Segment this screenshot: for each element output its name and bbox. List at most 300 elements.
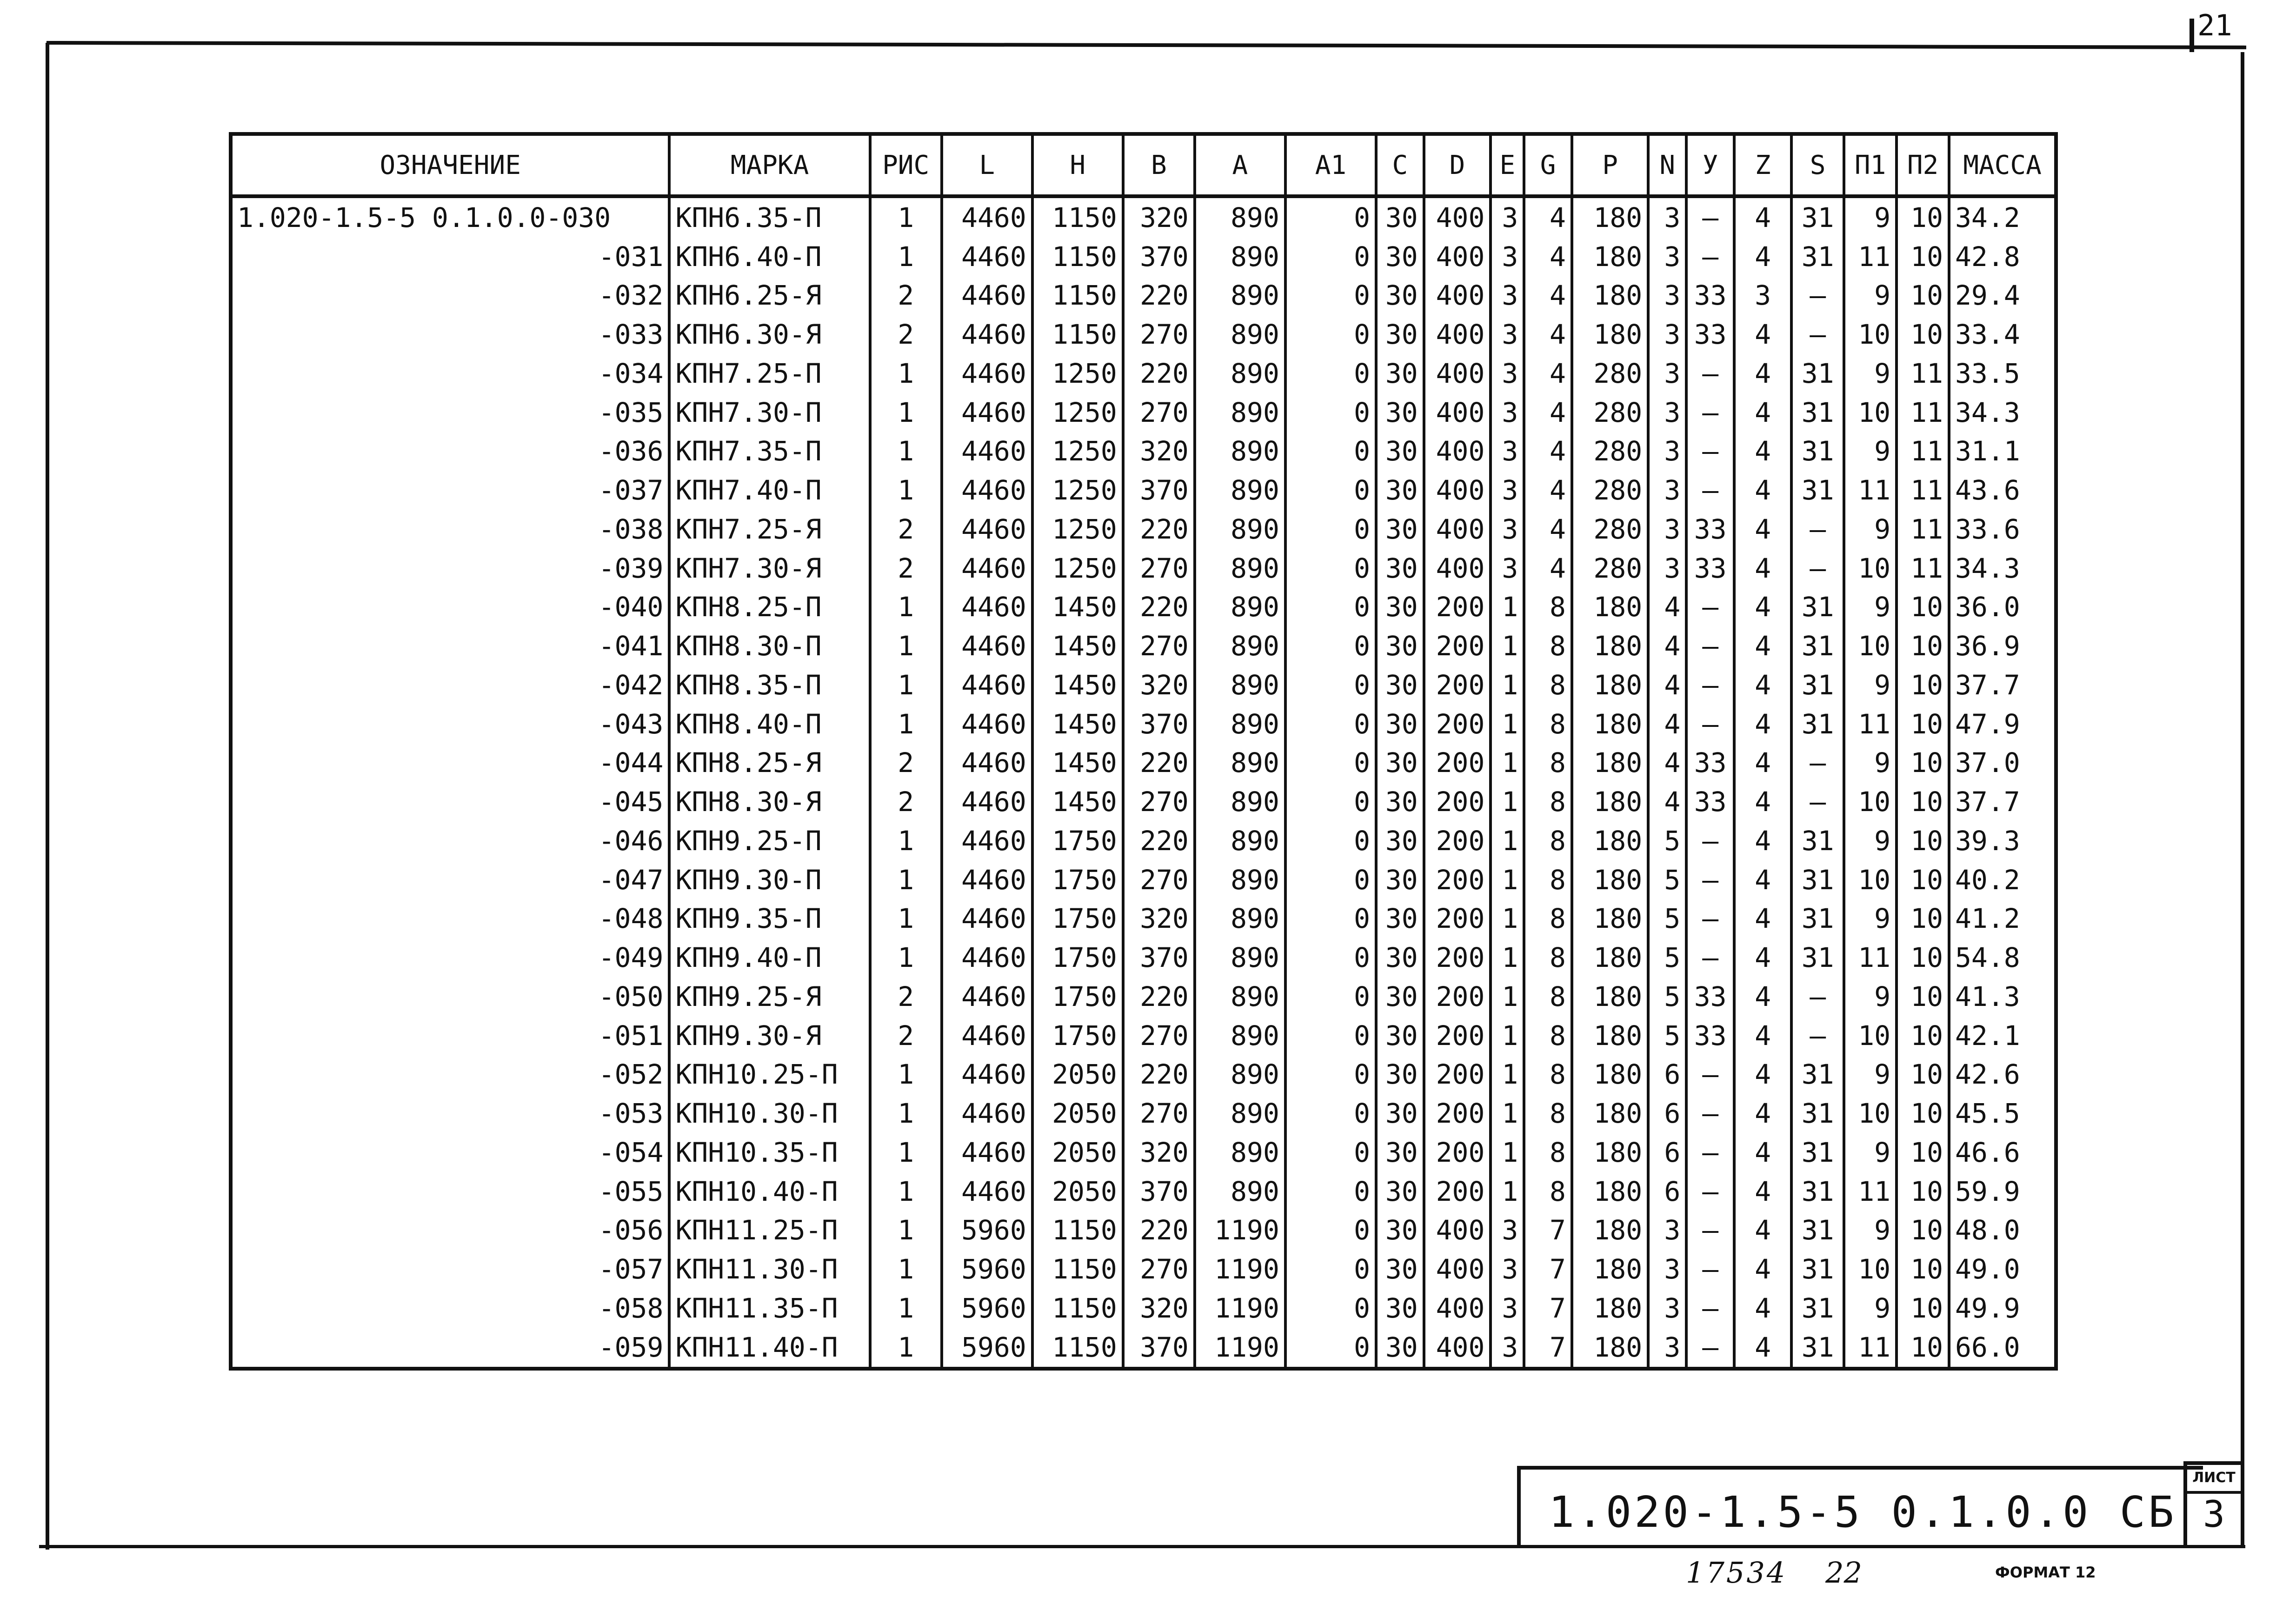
table-cell: КПН8.30-Я [669, 782, 870, 821]
table-cell: 66.0 [1949, 1328, 2054, 1367]
table-cell: 4 [1734, 510, 1791, 549]
table-cell: 1 [870, 1250, 942, 1289]
table-cell: 0 [1285, 782, 1376, 821]
table-cell: 180 [1572, 1211, 1648, 1250]
table-cell: 4 [1524, 432, 1572, 471]
table-cell: 400 [1424, 432, 1491, 471]
table-cell: 270 [1123, 860, 1195, 899]
table-cell: 4 [1734, 393, 1791, 432]
table-cell: 270 [1123, 1250, 1195, 1289]
table-cell: 33 [1686, 315, 1734, 354]
table-cell: 47.9 [1949, 705, 2054, 744]
table-cell: 36.0 [1949, 588, 2054, 627]
table-cell: 0 [1285, 705, 1376, 744]
table-cell: КПН9.25-П [669, 821, 870, 860]
table-cell: 11 [1897, 432, 1949, 471]
table-cell: 7 [1524, 1250, 1572, 1289]
table-cell: 1 [1491, 1055, 1524, 1094]
table-cell: 4460 [942, 938, 1032, 977]
table-cell: 4 [1734, 588, 1791, 627]
table-cell: 890 [1195, 1172, 1285, 1211]
table-cell: 10 [1897, 626, 1949, 666]
table-cell: – [1686, 1133, 1734, 1172]
table-cell: – [1686, 354, 1734, 393]
table-cell: – [1686, 1250, 1734, 1289]
table-cell: 4460 [942, 626, 1032, 666]
table-cell: 5 [1648, 899, 1686, 938]
table-cell: 1 [1491, 821, 1524, 860]
table-cell: -051 [598, 1019, 664, 1052]
table-cell: 180 [1572, 196, 1648, 237]
column-header: C [1376, 136, 1424, 196]
table-cell: 4 [1734, 1328, 1791, 1367]
table-cell: 180 [1572, 899, 1648, 938]
table-cell: 1 [870, 432, 942, 471]
table-cell: 1190 [1195, 1328, 1285, 1367]
table-cell: 4 [1734, 471, 1791, 510]
table-cell: 1 [1491, 977, 1524, 1016]
table-cell: 4460 [942, 705, 1032, 744]
table-cell: 8 [1524, 666, 1572, 705]
table-cell: 42.8 [1949, 237, 2054, 276]
table-row [233, 315, 2054, 354]
table-cell: 33 [1686, 510, 1734, 549]
table-cell: 6 [1648, 1133, 1686, 1172]
table-cell: 200 [1424, 860, 1491, 899]
table-cell: 30 [1376, 393, 1424, 432]
table-cell: 1 [870, 626, 942, 666]
table-cell: 0 [1285, 1250, 1376, 1289]
table-cell: 220 [1123, 1211, 1195, 1250]
table-cell: -050 [598, 980, 664, 1012]
table-cell: 890 [1195, 666, 1285, 705]
table-cell: 4 [1734, 1055, 1791, 1094]
table-cell: 10 [1844, 393, 1897, 432]
table-cell: 220 [1123, 977, 1195, 1016]
table-cell: 400 [1424, 237, 1491, 276]
table-cell: -048 [598, 903, 664, 935]
table-cell: 11 [1844, 1172, 1897, 1211]
table-cell: 180 [1572, 1016, 1648, 1055]
table-cell: 11 [1844, 938, 1897, 977]
table-cell: 3 [1648, 510, 1686, 549]
table-cell: 30 [1376, 354, 1424, 393]
table-cell: -055 [598, 1175, 664, 1207]
table-cell: 400 [1424, 1289, 1491, 1328]
table-cell: 3 [1648, 1328, 1686, 1367]
column-header: A1 [1285, 136, 1376, 196]
table-cell: 30 [1376, 626, 1424, 666]
table-cell: 180 [1572, 977, 1648, 1016]
table-cell: 30 [1376, 1289, 1424, 1328]
table-cell: КПН7.30-Я [669, 549, 870, 588]
table-cell: 10 [1844, 315, 1897, 354]
table-cell: 0 [1285, 1172, 1376, 1211]
table-cell: 1 [870, 237, 942, 276]
table-cell: 4 [1524, 276, 1572, 315]
table-cell: – [1686, 1328, 1734, 1367]
column-header: П1 [1844, 136, 1897, 196]
table-cell: 200 [1424, 938, 1491, 977]
table-cell: 200 [1424, 744, 1491, 783]
table-cell: 2 [870, 977, 942, 1016]
table-cell: – [1791, 977, 1844, 1016]
table-cell: 30 [1376, 744, 1424, 783]
table-cell: 4 [1734, 938, 1791, 977]
table-cell: – [1686, 432, 1734, 471]
table-cell: 0 [1285, 549, 1376, 588]
table-cell: 180 [1572, 938, 1648, 977]
table-cell: 320 [1123, 1289, 1195, 1328]
table-cell: 4460 [942, 1172, 1032, 1211]
table-cell: 1 [870, 354, 942, 393]
table-cell: 200 [1424, 626, 1491, 666]
table-cell: – [1791, 276, 1844, 315]
table-cell: 8 [1524, 626, 1572, 666]
table-cell: – [1791, 744, 1844, 783]
table-cell: 10 [1897, 1211, 1949, 1250]
table-cell: 4 [1524, 354, 1572, 393]
table-cell: 49.0 [1949, 1250, 2054, 1289]
table-cell: 1 [870, 196, 942, 237]
table-cell: 30 [1376, 1172, 1424, 1211]
table-cell: 8 [1524, 1016, 1572, 1055]
table-cell: 890 [1195, 196, 1285, 237]
table-cell: 4460 [942, 899, 1032, 938]
table-header-row [233, 136, 2054, 196]
table-cell: 42.6 [1949, 1055, 2054, 1094]
table-cell: 5 [1648, 1016, 1686, 1055]
table-cell: 42.1 [1949, 1016, 2054, 1055]
table-cell: 270 [1123, 626, 1195, 666]
table-cell: 3 [1648, 393, 1686, 432]
table-cell: 200 [1424, 1172, 1491, 1211]
table-cell: 890 [1195, 354, 1285, 393]
column-header: РИС [870, 136, 942, 196]
table-cell: 4 [1734, 1289, 1791, 1328]
table-cell: 4 [1648, 744, 1686, 783]
table-cell: 31 [1791, 237, 1844, 276]
table-cell: 8 [1524, 977, 1572, 1016]
table-row [233, 782, 2054, 821]
table-cell: 0 [1285, 510, 1376, 549]
table-cell: 890 [1195, 549, 1285, 588]
table-cell: 1750 [1032, 860, 1123, 899]
table-cell: 0 [1285, 471, 1376, 510]
table-cell: -054 [598, 1136, 664, 1168]
table-cell: 0 [1285, 1094, 1376, 1133]
table-cell: 0 [1285, 196, 1376, 237]
table-cell: 33.5 [1949, 354, 2054, 393]
table-cell: 8 [1524, 821, 1572, 860]
table-cell: – [1791, 549, 1844, 588]
table-cell: 31 [1791, 899, 1844, 938]
table-cell: 0 [1285, 354, 1376, 393]
table-cell: 1 [1491, 588, 1524, 627]
table-cell: 0 [1285, 276, 1376, 315]
table-cell: – [1686, 899, 1734, 938]
table-cell: КПН9.25-Я [669, 977, 870, 1016]
table-cell: КПН9.30-Я [669, 1016, 870, 1055]
table-cell: КПН7.25-П [669, 354, 870, 393]
table-cell: -058 [598, 1292, 664, 1324]
table-cell: 3 [1648, 1250, 1686, 1289]
table-cell: 48.0 [1949, 1211, 2054, 1250]
table-cell: 180 [1572, 1133, 1648, 1172]
column-header: L [942, 136, 1032, 196]
table-cell: 4 [1648, 626, 1686, 666]
table-cell: – [1686, 705, 1734, 744]
table-cell: 1190 [1195, 1289, 1285, 1328]
table-cell: 10 [1897, 1055, 1949, 1094]
table-cell: 280 [1572, 471, 1648, 510]
table-cell: 2 [870, 782, 942, 821]
table-cell: 30 [1376, 237, 1424, 276]
table-cell: 3 [1648, 1289, 1686, 1328]
table-cell: 1 [870, 666, 942, 705]
table-cell: 4 [1734, 782, 1791, 821]
table-cell: -045 [598, 786, 664, 818]
table-cell: 30 [1376, 1328, 1424, 1367]
table-cell: 2050 [1032, 1133, 1123, 1172]
table-cell: КПН7.25-Я [669, 510, 870, 549]
table-cell: 10 [1897, 977, 1949, 1016]
table-cell: 890 [1195, 821, 1285, 860]
table-cell: 4 [1648, 782, 1686, 821]
table-cell: 4 [1734, 977, 1791, 1016]
table-cell: 180 [1572, 1055, 1648, 1094]
table-cell: -056 [598, 1214, 664, 1246]
table-cell: 10 [1844, 626, 1897, 666]
table-cell: -032 [598, 280, 664, 312]
table-cell: 31 [1791, 1211, 1844, 1250]
table-cell: 1 [870, 1172, 942, 1211]
table-cell: 40.2 [1949, 860, 2054, 899]
frame-left-line [46, 43, 49, 1550]
table-cell: 3 [1491, 393, 1524, 432]
table-cell: 9 [1844, 744, 1897, 783]
table-cell: 400 [1424, 1328, 1491, 1367]
table-cell: 5960 [942, 1211, 1032, 1250]
document-code: 1.020-1.5-5 0.1.0.0 СБ [1549, 1487, 2177, 1537]
table-cell: 180 [1572, 744, 1648, 783]
table-cell: 4460 [942, 354, 1032, 393]
table-cell: -039 [598, 552, 664, 584]
table-cell: – [1686, 1055, 1734, 1094]
table-cell: 31 [1791, 860, 1844, 899]
table-cell: -047 [598, 864, 664, 896]
table-cell: 4460 [942, 510, 1032, 549]
table-cell: 1250 [1032, 354, 1123, 393]
table-cell: 6 [1648, 1055, 1686, 1094]
table-row [233, 393, 2054, 432]
table-cell: 180 [1572, 626, 1648, 666]
table-cell: 5 [1648, 977, 1686, 1016]
table-cell: 0 [1285, 744, 1376, 783]
table-cell: 890 [1195, 510, 1285, 549]
table-cell: 4 [1734, 549, 1791, 588]
table-cell: 30 [1376, 666, 1424, 705]
handwritten-note-archive: 17534 [1686, 1556, 1787, 1590]
table-row [233, 1211, 2054, 1250]
table-cell: 31 [1791, 354, 1844, 393]
table-row [233, 860, 2054, 899]
table-cell: 3 [1648, 315, 1686, 354]
specification-table [229, 132, 2058, 1371]
table-cell: 30 [1376, 1211, 1424, 1250]
page-number: 21 [2197, 8, 2232, 42]
table-cell: 4 [1648, 705, 1686, 744]
table-cell: 0 [1285, 237, 1376, 276]
table-cell: 400 [1424, 471, 1491, 510]
table-cell: 890 [1195, 626, 1285, 666]
table-cell: 4 [1734, 1211, 1791, 1250]
table-cell: 9 [1844, 432, 1897, 471]
table-cell: – [1686, 821, 1734, 860]
table-cell: 220 [1123, 821, 1195, 860]
table-cell: 1 [1491, 666, 1524, 705]
table-cell: 4 [1734, 1016, 1791, 1055]
table-cell: 890 [1195, 1055, 1285, 1094]
table-body [233, 196, 2054, 1367]
table-cell: 9 [1844, 1055, 1897, 1094]
table-cell: 370 [1123, 1172, 1195, 1211]
table-cell: 8 [1524, 588, 1572, 627]
frame-top-line [47, 41, 2246, 49]
table-cell: 2050 [1032, 1094, 1123, 1133]
table-cell: 280 [1572, 549, 1648, 588]
table-cell: – [1686, 626, 1734, 666]
table-cell: 10 [1897, 196, 1949, 237]
table-cell: 1750 [1032, 899, 1123, 938]
sheet-number: 3 [2203, 1494, 2225, 1536]
table-cell: 4460 [942, 549, 1032, 588]
table-cell: 3 [1491, 315, 1524, 354]
table-cell: 180 [1572, 315, 1648, 354]
table-cell: 4 [1524, 471, 1572, 510]
table-cell: 2 [870, 276, 942, 315]
table-row [233, 821, 2054, 860]
table-cell: 1 [1491, 899, 1524, 938]
table-cell: 370 [1123, 705, 1195, 744]
table-cell: 890 [1195, 588, 1285, 627]
table-cell: 31 [1791, 1133, 1844, 1172]
table-cell: 890 [1195, 276, 1285, 315]
table-row [233, 977, 2054, 1016]
table-cell: 400 [1424, 510, 1491, 549]
table-cell: 1 [1491, 860, 1524, 899]
table-cell: 320 [1123, 666, 1195, 705]
table-cell: 4460 [942, 237, 1032, 276]
table-cell: 5960 [942, 1289, 1032, 1328]
table-cell: 1150 [1032, 1250, 1123, 1289]
table-cell: КПН11.25-П [669, 1211, 870, 1250]
table-cell: 10 [1897, 1328, 1949, 1367]
table-cell: 0 [1285, 393, 1376, 432]
table-cell: 10 [1897, 276, 1949, 315]
table-cell: 1250 [1032, 432, 1123, 471]
table-cell: 9 [1844, 1211, 1897, 1250]
table-cell: КПН6.30-Я [669, 315, 870, 354]
table-cell: 7 [1524, 1211, 1572, 1250]
table-cell: КПН6.35-П [669, 196, 870, 237]
column-header: P [1572, 136, 1648, 196]
table-cell: 4460 [942, 666, 1032, 705]
table-cell: 400 [1424, 276, 1491, 315]
table-cell: 8 [1524, 860, 1572, 899]
table-cell: 30 [1376, 1133, 1424, 1172]
table-cell: 400 [1424, 354, 1491, 393]
table-cell: 1 [1491, 782, 1524, 821]
table-cell: 1450 [1032, 744, 1123, 783]
table-cell: 10 [1897, 666, 1949, 705]
table-cell: 1 [870, 1289, 942, 1328]
table-cell: 320 [1123, 432, 1195, 471]
table-cell: 1450 [1032, 705, 1123, 744]
table-cell: 4 [1524, 315, 1572, 354]
table-cell: 31 [1791, 626, 1844, 666]
table-cell: 9 [1844, 1133, 1897, 1172]
table-cell: – [1686, 1094, 1734, 1133]
table-cell: -044 [598, 747, 664, 779]
table-cell: 370 [1123, 938, 1195, 977]
table-cell: 30 [1376, 782, 1424, 821]
table-cell: 180 [1572, 860, 1648, 899]
table-cell: 180 [1572, 588, 1648, 627]
table-cell: 890 [1195, 237, 1285, 276]
table-cell: 4 [1734, 821, 1791, 860]
table-cell: 30 [1376, 977, 1424, 1016]
table-cell: 11 [1897, 393, 1949, 432]
table-cell: 31 [1791, 938, 1844, 977]
table-cell: 4460 [942, 860, 1032, 899]
table-cell: 4460 [942, 821, 1032, 860]
table-row [233, 1289, 2054, 1328]
table-cell: 4460 [942, 432, 1032, 471]
table-cell: 5 [1648, 938, 1686, 977]
table-cell: 1250 [1032, 393, 1123, 432]
table-cell: КПН11.30-П [669, 1250, 870, 1289]
table-cell: КПН8.25-Я [669, 744, 870, 783]
table-cell: 34.2 [1949, 196, 2054, 237]
table-cell: 3 [1734, 276, 1791, 315]
table-cell: 31 [1791, 393, 1844, 432]
table-cell: КПН10.30-П [669, 1094, 870, 1133]
table-cell: 10 [1897, 821, 1949, 860]
table-cell: 890 [1195, 315, 1285, 354]
table-cell: 0 [1285, 1211, 1376, 1250]
table-cell: 220 [1123, 276, 1195, 315]
table-cell: 7 [1524, 1328, 1572, 1367]
table-cell: 890 [1195, 1016, 1285, 1055]
table-cell: КПН9.35-П [669, 899, 870, 938]
table-cell: 31 [1791, 1328, 1844, 1367]
table-cell: 200 [1424, 588, 1491, 627]
table-cell: 1 [1491, 744, 1524, 783]
table-cell: 59.9 [1949, 1172, 2054, 1211]
table-cell: – [1686, 237, 1734, 276]
table-cell: 1750 [1032, 1016, 1123, 1055]
table-cell: 5 [1648, 860, 1686, 899]
table-cell: 3 [1491, 510, 1524, 549]
table-cell: 41.3 [1949, 977, 2054, 1016]
table-cell: 37.7 [1949, 782, 2054, 821]
table-row [233, 588, 2054, 627]
table-cell: 400 [1424, 1250, 1491, 1289]
table-cell: 10 [1844, 549, 1897, 588]
table-cell: 3 [1491, 276, 1524, 315]
table-cell: 46.6 [1949, 1133, 2054, 1172]
